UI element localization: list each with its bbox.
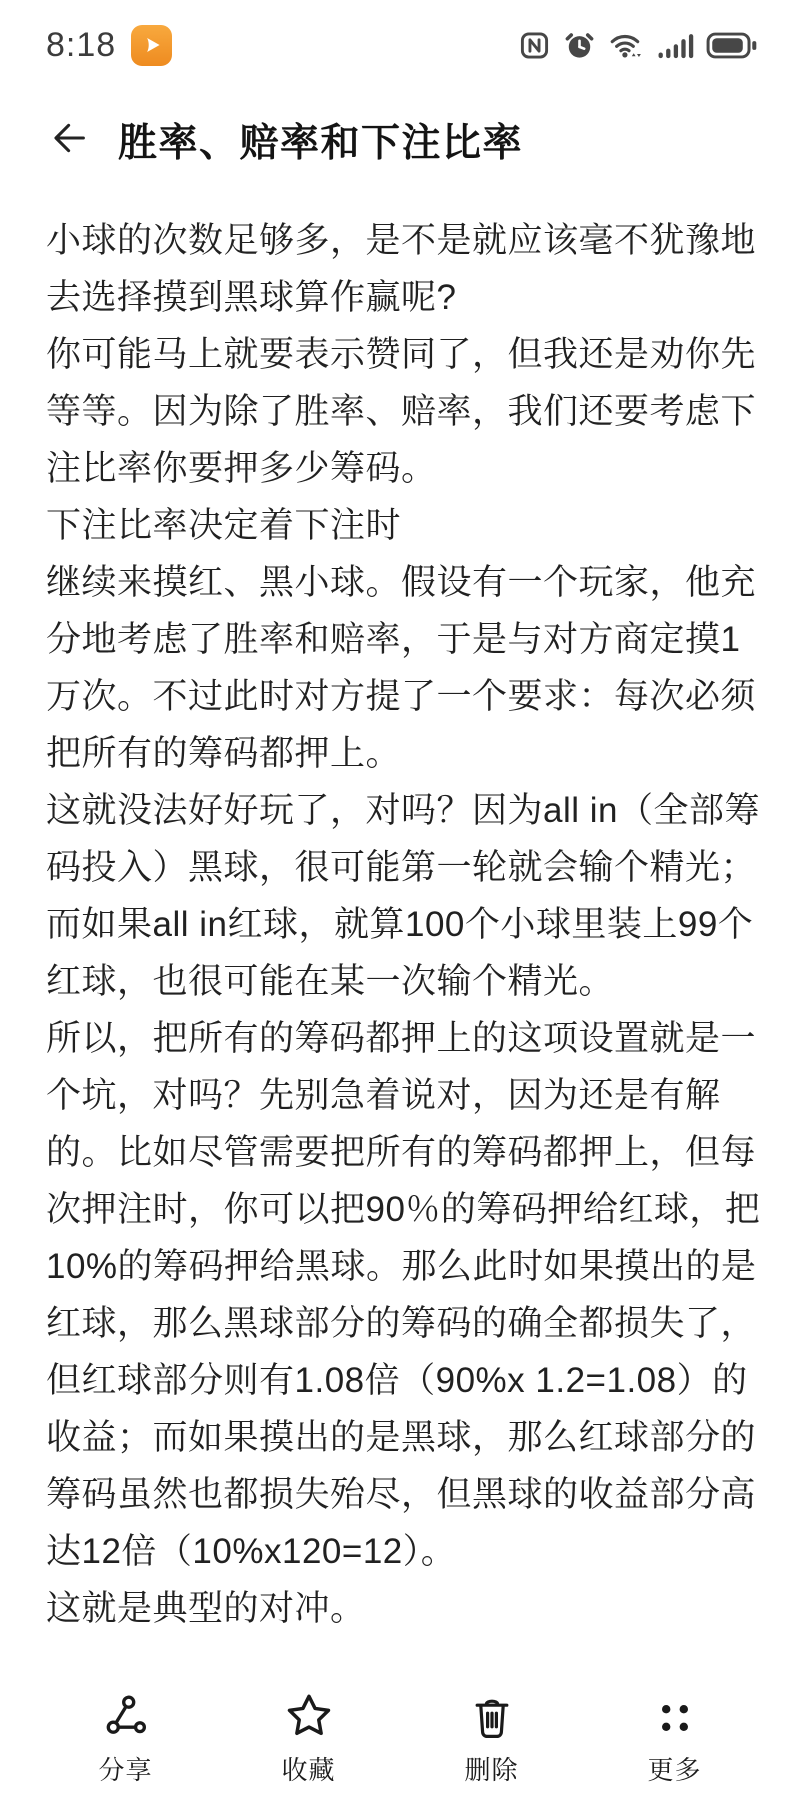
star-icon [283,1690,335,1742]
wifi-icon [608,29,644,62]
article-line: 收益；而如果摸出的是黑球，那么红球部分的 [46,1418,757,1457]
article-line: 而如果all in红球，就算100个小球里装上99个 [46,905,754,944]
more-dots-icon [651,1690,699,1742]
alarm-icon [563,29,596,62]
header [0,108,800,172]
back-arrow-icon [46,115,92,166]
toolbar-item-more[interactable] [620,1690,730,1787]
toolbar-item-label: 删除 [464,1755,519,1785]
toolbar-item-favorite[interactable] [254,1690,364,1787]
article-line: 个坑，对吗？先别急着说对，因为还是有解 [46,1076,721,1115]
back-button[interactable] [46,115,92,166]
article-line: 把所有的筹码都押上。 [46,734,402,773]
article-line: 去选择摸到黑球算作赢呢? [46,278,457,317]
article-line: 万次。不过此时对方提了一个要求：每次必须 [46,677,757,716]
status-bar-right [518,29,758,62]
toolbar-item-share[interactable] [71,1690,181,1787]
article-line: 但红球部分则有1.08倍（90%x 1.2=1.08）的 [46,1361,748,1400]
trash-icon [468,1690,516,1742]
article-line: 分地考虑了胜率和赔率，于是与对方商定摸1 [46,620,741,659]
page-title: 胜率、赔率和下注比率 [118,122,524,165]
article-line: 红球，那么黑球部分的筹码的确全都损失了， [46,1304,757,1343]
article-line: 达12倍（10%x120=12）。 [46,1532,457,1571]
article-line: 10%的筹码押给黑球。那么此时如果摸出的是 [46,1247,757,1286]
article-line: 你可能马上就要表示赞同了，但我还是劝你先 [46,335,757,374]
battery-icon [706,29,758,62]
article-line: 次押注时，你可以把90％的筹码押给红球，把 [46,1190,761,1229]
article-line: 这就没法好好玩了，对吗？因为all in（全部筹 [46,791,760,830]
article-line: 的。比如尽管需要把所有的筹码都押上，但每 [46,1133,757,1172]
toolbar-item-label: 收藏 [281,1755,336,1785]
toolbar-item-delete[interactable] [437,1690,547,1787]
status-bar [0,0,800,70]
status-bar-left [46,25,172,66]
article-line: 筹码虽然也都损失殆尽，但黑球的收益部分高 [46,1475,757,1514]
nfc-icon [518,29,551,62]
article-line: 小球的次数足够多，是不是就应该毫不犹豫地 [46,221,757,260]
toolbar-item-label: 分享 [98,1755,153,1785]
share-icon [101,1690,151,1742]
article-line: 等等。因为除了胜率、赔率，我们还要考虑下 [46,392,757,431]
media-app-icon [131,25,172,66]
article-line: 下注比率决定着下注时 [46,506,402,545]
article-line: 继续来摸红、黑小球。假设有一个玩家，他充 [46,563,757,602]
article-line: 码投入）黑球，很可能第一轮就会输个精光； [46,848,757,887]
article-body[interactable] [0,172,800,1637]
article-line: 这就是典型的对冲。 [46,1589,366,1628]
status-time: 8:18 [46,25,117,64]
article-line: 红球，也很可能在某一次输个精光。 [46,962,615,1001]
toolbar-item-label: 更多 [647,1755,702,1785]
article-line: 所以，把所有的筹码都押上的这项设置就是一 [46,1019,757,1058]
article-line: 注比率你要押多少筹码。 [46,449,437,488]
bottom-toolbar [0,1684,800,1806]
signal-strength-icon [656,29,694,62]
